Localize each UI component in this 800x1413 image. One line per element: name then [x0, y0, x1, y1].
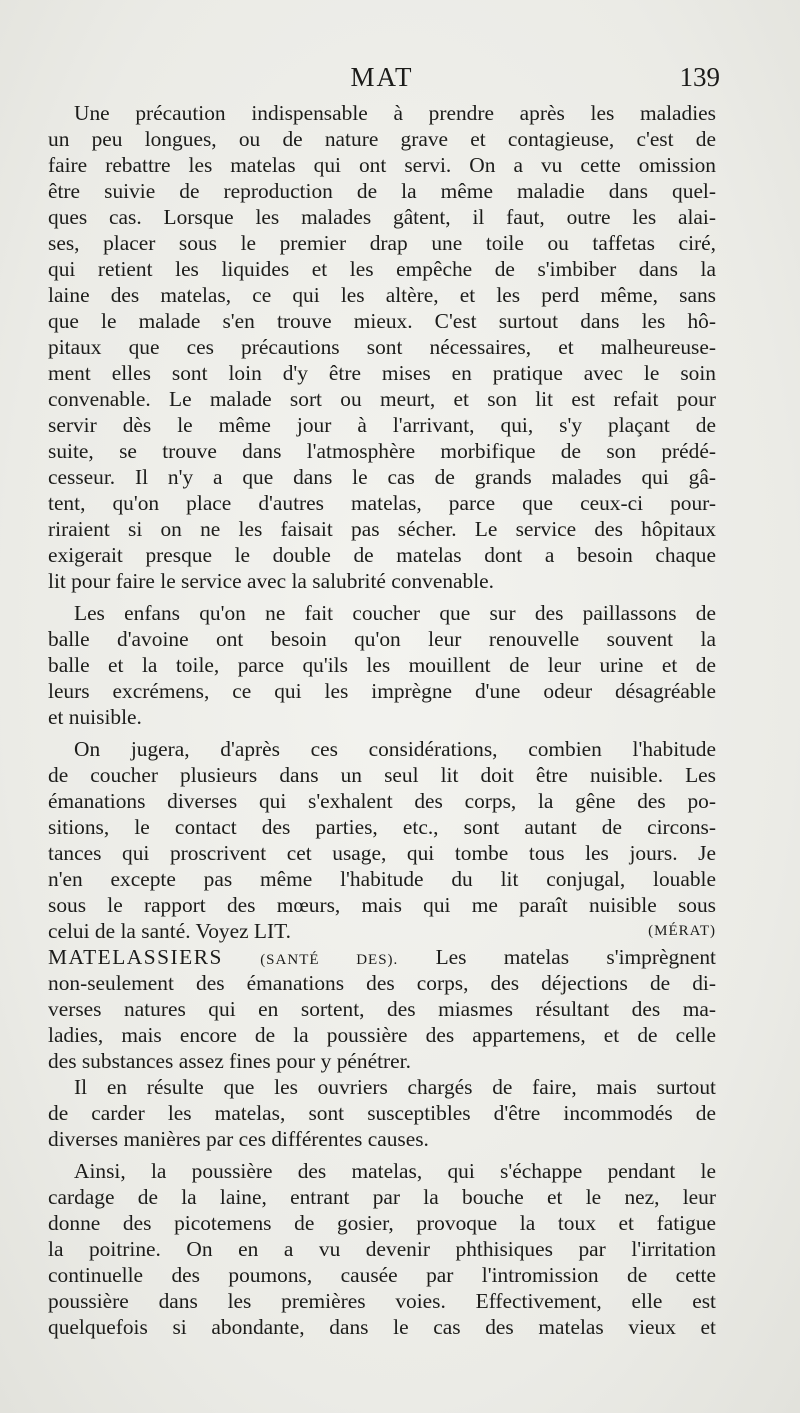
- text-line: servir dès le même jour à l'arrivant, qui, s'y plaçant de: [48, 413, 716, 437]
- text-line: de carder les matelas, sont susceptibles d'être incommodés de: [48, 1101, 716, 1125]
- text-line: leurs excrémens, ce qui les imprègne d'une odeur désagréable: [48, 679, 716, 703]
- text-line: lit pour faire le service avec la salubrité convenable.: [48, 569, 495, 593]
- text-line: faire rebattre les matelas qui ont servi. On a vu cette omission: [48, 153, 716, 177]
- running-head: MAT: [350, 62, 414, 92]
- paragraph: [48, 100, 716, 594]
- text-line: [48, 918, 716, 944]
- text-line: ses, placer sous le premier drap une toile ou taffetas ciré,: [48, 231, 716, 255]
- text-line: et nuisible.: [48, 705, 142, 729]
- text-line: de coucher plusieurs dans un seul lit doit être nuisible. Les: [48, 763, 716, 787]
- text-line: suite, se trouve dans l'atmosphère morbifique de son prédé-: [48, 439, 716, 463]
- text-line: n'en excepte pas même l'habitude du lit conjugal, louable: [48, 867, 716, 891]
- text-line: ladies, mais encore de la poussière des appartemens, et de celle: [48, 1023, 716, 1047]
- body-text: [48, 100, 716, 1340]
- text-line: tances qui proscrivent cet usage, qui tombe tous les jours. Je: [48, 841, 716, 865]
- author-signature: (MÉRAT): [648, 923, 716, 939]
- text-line: balle d'avoine ont besoin qu'on leur renouvelle souvent la: [48, 627, 716, 651]
- text-line: verses natures qui en sortent, des miasmes résultant des ma-: [48, 997, 716, 1021]
- text-line: [48, 944, 716, 970]
- text-line: ques cas. Lorsque les malades gâtent, il faut, outre les alai-: [48, 205, 716, 229]
- text-line: quelquefois si abondante, dans le cas des matelas vieux et: [48, 1315, 716, 1339]
- text-line-content: celui de la santé. Voyez LIT.: [48, 919, 291, 943]
- paragraph: [48, 1158, 716, 1340]
- text-line: convenable. Le malade sort ou meurt, et son lit est refait pour: [48, 387, 716, 411]
- text-line: Les enfans qu'on ne fait coucher que sur des paillassons de: [74, 601, 716, 625]
- text-line-content: Les matelas s'imprègnent: [435, 945, 716, 969]
- text-line: continuelle des poumons, causée par l'intromission de cette: [48, 1263, 716, 1287]
- text-line: tent, qu'on place d'autres matelas, parce que ceux-ci pour-: [48, 491, 716, 515]
- text-line: cesseur. Il n'y a que dans le cas de grands malades qui gâ-: [48, 465, 716, 489]
- article-headword: MATELASSIERS: [48, 945, 223, 969]
- text-line: Une précaution indispensable à prendre après les maladies: [74, 101, 716, 125]
- paragraph: [48, 736, 716, 944]
- text-line: exigerait presque le double de matelas dont a besoin chaque: [48, 543, 716, 567]
- text-line: non-seulement des émanations des corps, des déjections de di-: [48, 971, 716, 995]
- text-line: que le malade s'en trouve mieux. C'est surtout dans les hô-: [48, 309, 716, 333]
- paragraph: [48, 1074, 716, 1152]
- article-headword-note: (SANTÉ DES).: [260, 952, 399, 968]
- text-line: donne des picotemens de gosier, provoque la toux et fatigue: [48, 1211, 716, 1235]
- text-line: poussière dans les premières voies. Effectivement, elle est: [48, 1289, 716, 1313]
- text-line: pitaux que ces précautions sont nécessaires, et malheureuse-: [48, 335, 716, 359]
- text-line: On jugera, d'après ces considérations, combien l'habitude: [74, 737, 716, 761]
- text-line: la poitrine. On en a vu devenir phthisiques par l'irritation: [48, 1237, 716, 1261]
- text-line: des substances assez fines pour y pénétrer.: [48, 1049, 411, 1073]
- text-line: riraient si on ne les faisait pas sécher. Le service des hôpitaux: [48, 517, 716, 541]
- text-line: être suivie de reproduction de la même maladie dans quel-: [48, 179, 716, 203]
- text-line: balle et la toile, parce qu'ils les mouillent de leur urine et de: [48, 653, 716, 677]
- text-line: sitions, le contact des parties, etc., sont autant de circons-: [48, 815, 716, 839]
- text-line: Ainsi, la poussière des matelas, qui s'échappe pendant le: [74, 1159, 716, 1183]
- text-line: qui retient les liquides et les empêche de s'imbiber dans la: [48, 257, 716, 281]
- page-header: [48, 62, 720, 98]
- text-line: un peu longues, ou de nature grave et contagieuse, c'est de: [48, 127, 716, 151]
- page-number: 139: [679, 62, 720, 92]
- text-line: Il en résulte que les ouvriers chargés de faire, mais surtout: [74, 1075, 716, 1099]
- article-entry: [48, 944, 716, 1074]
- text-line: cardage de la laine, entrant par la bouche et le nez, leur: [48, 1185, 716, 1209]
- text-line: émanations diverses qui s'exhalent des corps, la gêne des po-: [48, 789, 716, 813]
- text-line: diverses manières par ces différentes causes.: [48, 1127, 429, 1151]
- paragraph: [48, 600, 716, 730]
- text-line: sous le rapport des mœurs, mais qui me paraît nuisible sous: [48, 893, 716, 917]
- text-line: laine des matelas, ce qui les altère, et les perd même, sans: [48, 283, 716, 307]
- text-line: ment elles sont loin d'y être mises en pratique avec le soin: [48, 361, 716, 385]
